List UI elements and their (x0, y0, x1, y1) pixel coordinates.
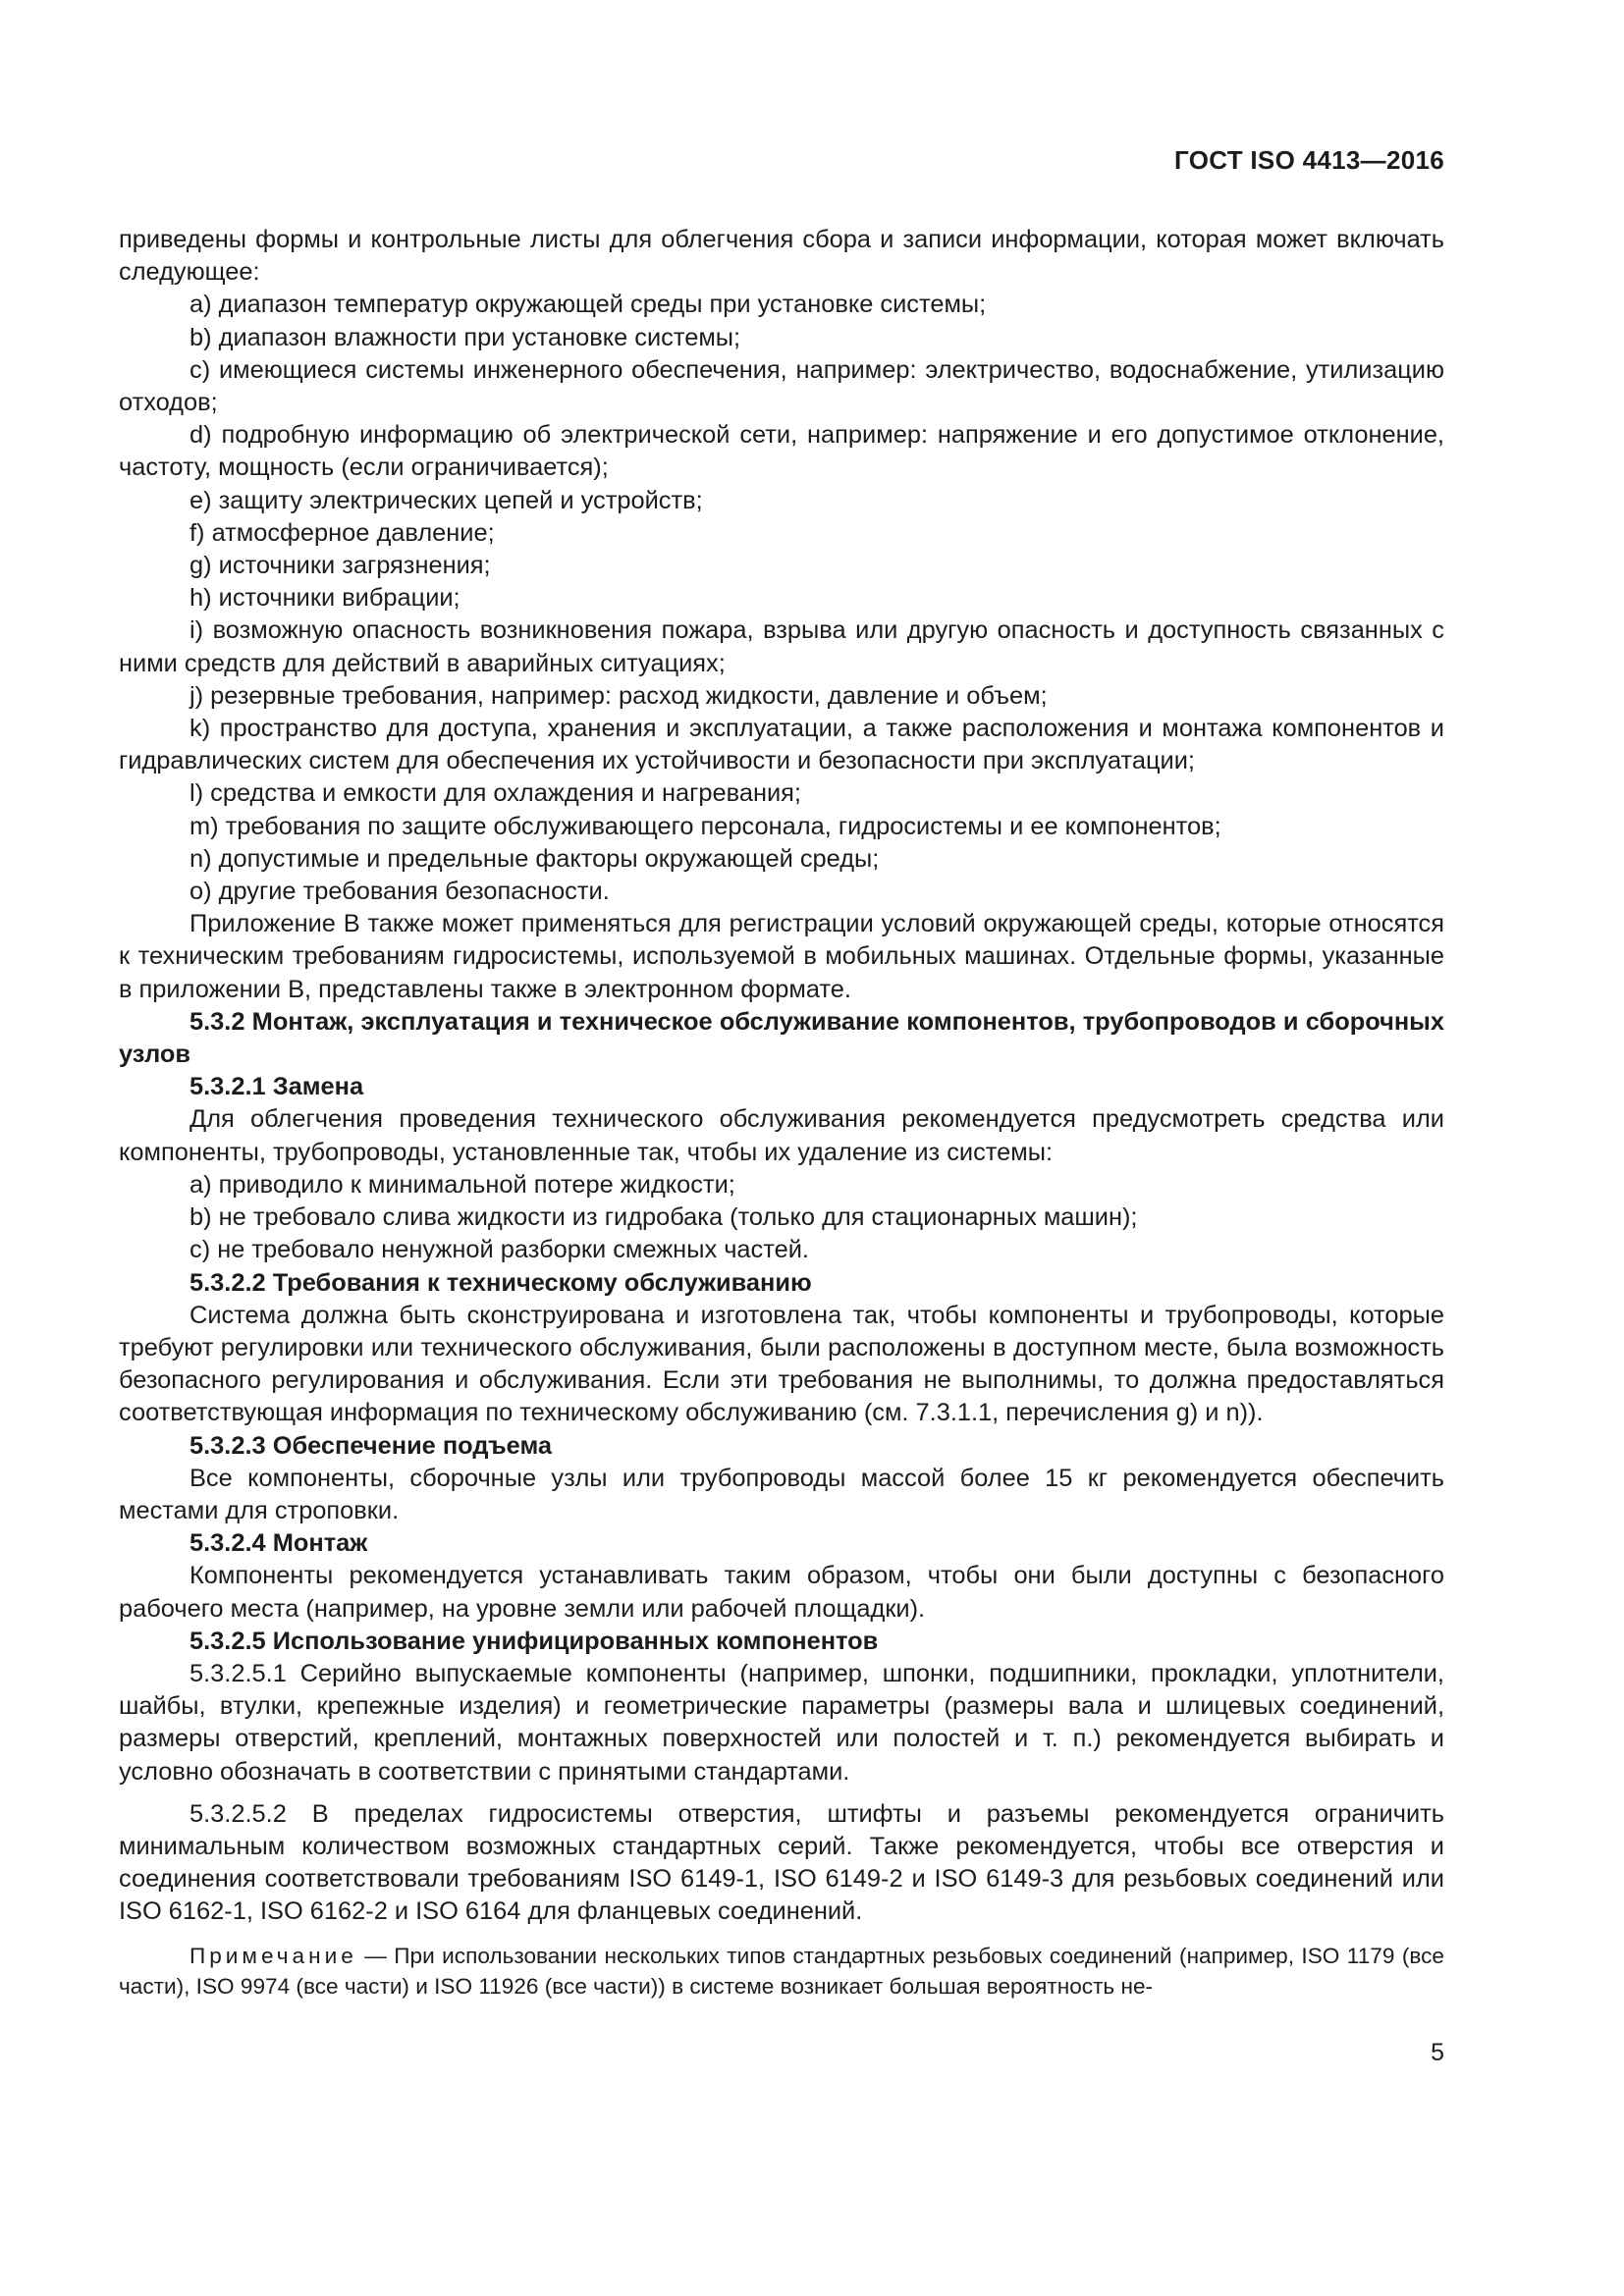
list-item: n) допустимые и предельные факторы окружающей среды; (189, 844, 880, 873)
text-paragraph: 5.3.2.5.2 В пределах гидросистемы отверстия, штифты и разъемы рекомендуется ограничить минимальным количеством возможных стандартных серий. Также рекомендуется, чтобы все отверстия и соединения соответствовали требованиям ISO 6149-1, ISO 6149-2 и ISO 6149-3 для резьбовых соединений или ISO 6162-1, ISO 6162-2 и ISO 6164 для фланцевых соединений. (119, 1799, 1444, 1926)
text-paragraph: Для облегчения проведения технического обслуживания рекомендуется предусмотреть средства или компоненты, трубопроводы, установленные так, чтобы их удаление из системы: (119, 1105, 1444, 1166)
list-item: l) средства и емкости для охлаждения и нагревания; (189, 779, 801, 808)
section-heading: 5.3.2.1 Замена (189, 1073, 364, 1101)
list-item: o) другие требования безопасности. (189, 878, 610, 906)
list-item: h) источники вибрации; (189, 584, 460, 613)
text-paragraph: Все компоненты, сборочные узлы или трубопроводы массой более 15 кг рекомендуется обеспечить местами для строповки. (119, 1464, 1444, 1524)
section-heading: 5.3.2.4 Монтаж (189, 1529, 368, 1558)
list-item: m) требования по защите обслуживающего персонала, гидросистемы и ее компонентов; (189, 812, 1221, 840)
list-item: g) источники загрязнения; (189, 552, 491, 580)
document-code-header: ГОСТ ISO 4413—2016 (1174, 145, 1444, 175)
note-paragraph (119, 1941, 1444, 2002)
page-number: 5 (1431, 2039, 1444, 2066)
list-item: b) диапазон влажности при установке системы; (189, 323, 741, 351)
text-paragraph: Компоненты рекомендуется устанавливать таким образом, чтобы они были доступны с безопасного рабочего места (например, на уровне земли или рабочей площадки). (119, 1562, 1444, 1623)
text-paragraph: 5.3.2.5.1 Серийно выпускаемые компоненты (например, шпонки, подшипники, прокладки, уплотнители, шайбы, втулки, крепежные изделия) и геометрические параметры (размеры вала и шлицевых соединений, размеры отверстий, креплений, монтажных поверхностей или полостей и т. п.) рекомендуется выбирать и условно обозначать в соответствии с принятыми стандартами. (119, 1659, 1444, 1786)
list-item: c) имеющиеся системы инженерного обеспечения, например: электричество, водоснабжение, утилизацию отходов; (119, 355, 1444, 417)
list-item: b) не требовало слива жидкости из гидробака (только для стационарных машин); (189, 1203, 1138, 1232)
section-heading: 5.3.2.5 Использование унифицированных компонентов (189, 1627, 879, 1655)
list-item: j) резервные требования, например: расход жидкости, давление и объем; (189, 681, 1048, 710)
text-paragraph: Система должна быть сконструирована и изготовлена так, чтобы компоненты и трубопроводы, которые требуют регулировки или технического обслуживания, были расположены в доступном месте, была возможность безопасного регулирования и обслуживания. Если эти требования не выполнимы, то должна предоставляться соответствующая информация по техническому обслуживанию (см. 7.3.1.1, перечисления g) и n)). (119, 1301, 1444, 1427)
note-text: — При использовании нескольких типов стандартных резьбовых соединений (например, ISO 1179 (все части), ISO 9974 (все части) и ISO 11926 (все части)) в системе возникает большая вероятность не- (119, 1943, 1444, 1999)
text-paragraph: Приложение В также может применяться для регистрации условий окружающей среды, которые относятся к техническим требованиям гидросистемы, используемой в мобильных машинах. Отдельные формы, указанные в приложении В, представлены также в электронном формате. (119, 910, 1444, 1003)
list-item: f) атмосферное давление; (189, 518, 495, 547)
note-label: Примечание (189, 1943, 357, 1968)
list-item: e) защиту электрических цепей и устройств; (189, 486, 703, 514)
section-heading: 5.3.2.3 Обеспечение подъема (189, 1431, 553, 1460)
list-item: i) возможную опасность возникновения пожара, взрыва или другую опасность и доступность связанных с ними средств для действий в аварийных ситуациях; (119, 616, 1444, 677)
text-paragraph: приведены формы и контрольные листы для облегчения сбора и записи информации, которая может включать следующее: (119, 226, 1444, 287)
list-item: k) пространство для доступа, хранения и эксплуатации, а также расположения и монтажа компонентов и гидравлических систем для обеспечения их устойчивости и безопасности при эксплуатации; (119, 715, 1444, 775)
section-heading: 5.3.2 Монтаж, эксплуатация и техническое обслуживание компонентов, трубопроводов и сборочных узлов (119, 1007, 1444, 1069)
document-body (119, 224, 1444, 2002)
list-item: d) подробную информацию об электрической сети, например: напряжение и его допустимое отклонение, частоту, мощность (если ограничивается); (119, 421, 1444, 482)
section-heading: 5.3.2.2 Требования к техническому обслуживанию (189, 1268, 812, 1297)
list-item: a) приводило к минимальной потере жидкости; (189, 1170, 735, 1199)
list-item: a) диапазон температур окружающей среды при установке системы; (189, 291, 987, 319)
list-item: c) не требовало ненужной разборки смежных частей. (189, 1236, 809, 1264)
